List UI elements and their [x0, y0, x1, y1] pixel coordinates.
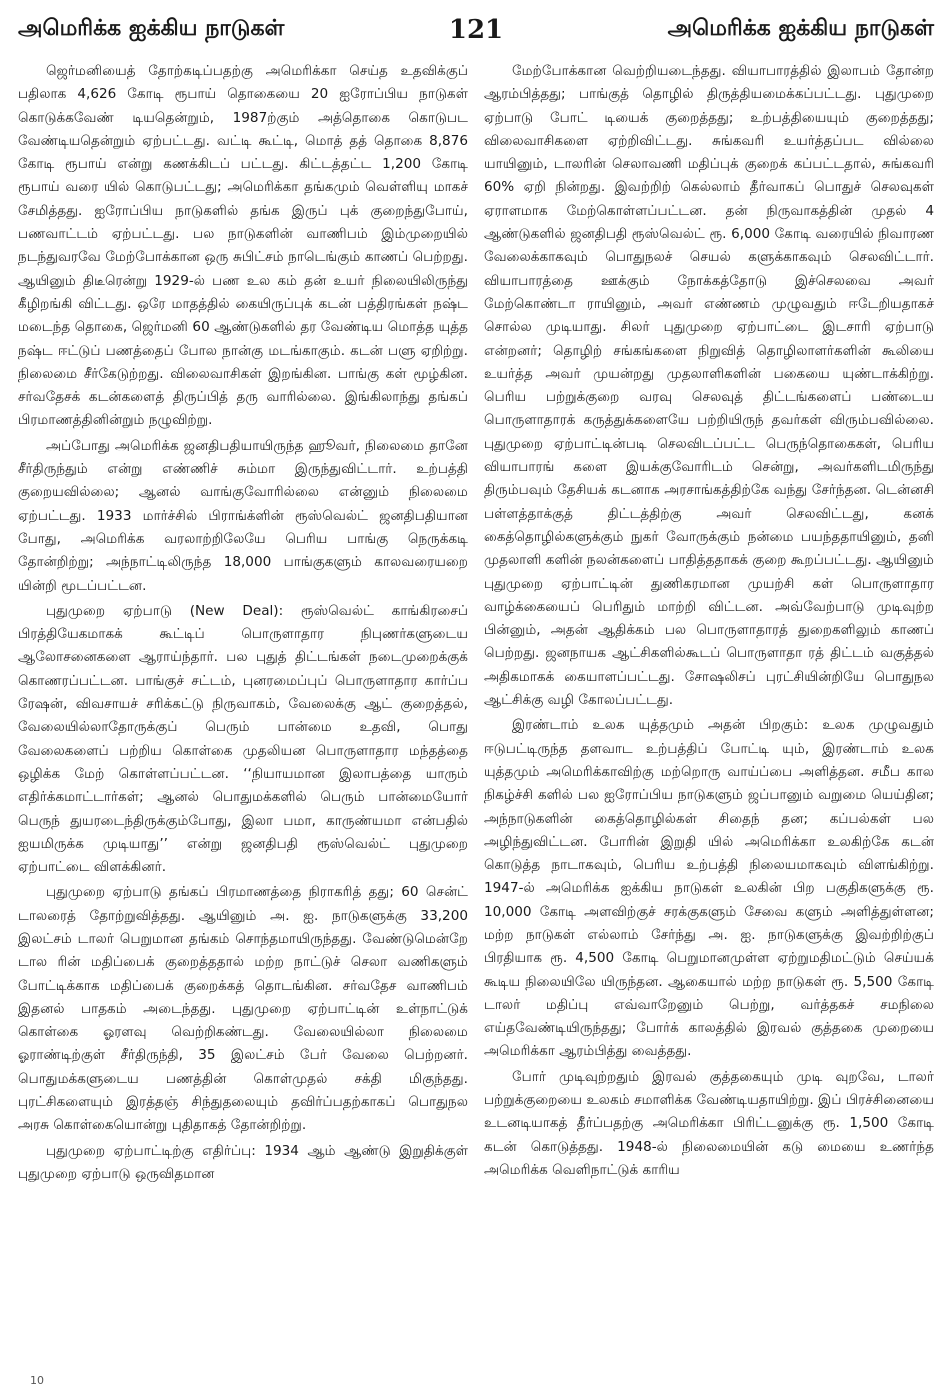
right-column — [484, 60, 934, 1186]
footer-fragment: 10 — [30, 1374, 44, 1387]
paragraph: மேற்போக்கான வெற்றியடைந்தது. வியாபாரத்தில் இலாபம் தோன்ற ஆரம்பித்தது; பாங்குத் தொழில் திருத்தியமைக்கப்பட்டது. புதுமுறை ஏற்பாடு போட் டியைக் குறைத்தது; உற்பத்தியையும் குறைத்தது; விலைவாசிகளை ஏற்றிவிட்டது. சுங்கவரி உயர்த்தப்பட வில்லை யாயினும், டாலரின் செலாவணி மதிப்புக் குறைக் கப்பட்டதால், சுங்கவரி 60% ஏறி நின்றது. இவற்றிற் கெல்லாம் தீர்வாகப் பொதுச் செலவுகள் ஏராளமாக மேற்கொள்ளப்பட்டன. தன் நிருவாகத்தின் முதல் 4 ஆண்டுகளில் ஜனதிபதி ரூஸ்வெல்ட் ரூ. 6,000 கோடி வரையில் நிவாரண வேலைக்காகவும் பொதுநலச் செயல் களுக்காகவும் செலவிட்டார். வியாபாரத்தை ஊக்கும் நோக்கத்தோடு இச்செலவை அவர் மேற்கொண்டா ராயினும், அவர் எண்ணம் முழுவதும் ஈடேறியதாகச் சொல்ல முடியாது. சிலர் புதுமுறை ஏற்பாட்டை இடசாரி ஏற்பாடு என்றனர்; தொழிற் சங்கங்களை நிறுவித் தொழிலாளர்களின் கூலியை உயர்த்த அவர் முயன்றது முதலாளிகளின் பகையை யுண்டாக்கிற்று. பெரிய பற்றுக்குறை வரவு செலவுத் திட்டங்களைப் பண்டைய பொருளாதாரக் கருத்துக்களையே பற்றியிருந் தவர்கள் விரும்பவில்லை. புதுமுறை ஏற்பாட்டின்படி செலவிடப்பட்ட பெருந்தொகைகள், பெரிய வியாபாரங் களை இயக்குவோரிடம் சென்று, அவர்களிடமிருந்து திரும்பவும் தேசியக் கடனாக அரசாங்கத்திற்கே வந்து சேர்ந்தன. டென்னசி பள்ளத்தாக்குத் திட்டத்திற்கு அவர் செலவிட்டது, கனக் கைத்தொழில்களுக்கும் நுகர் வோருக்கும் நன்மை பயந்ததாயினும், தனி முதலாளி களின் நலன்களைப் பாதித்ததாகக் குறை கூறப்பட்டது. ஆயினும் புதுமுறை ஏற்பாட்டின் துணிகரமான முயற்சி கள் பொருளாதார வாழ்க்கையைப் பெரிதும் மாற்றி விட்டன. அவ்வேற்பாடு முடிவுற்ற பின்னும், அதன் ஆதிக்கம் பல பொருளாதாரத் துறைகளிலும் காணப் பெற்றது. ஜனநாயக ஆட்சிகளில்கூடப் பொருளாதா ரத் திட்டம் வகுத்தல் அதிகமாகக் கையாளப்பட்டது. சோஷலிசப் புரட்சியின்றியே பொதுநல ஆட்சிக்கு வழி கோலப்பட்டது. — [484, 63, 934, 709]
running-header — [18, 0, 934, 60]
paragraph: புதுமுறை ஏற்பாடு (New Deal): ரூஸ்வெல்ட் காங்கிரசைப் பிரத்தியேகமாகக் கூட்டிப் பொருளாதார நிபுணர்களுடைய ஆலோசனைகளை ஆராய்ந்தார். பல புதுத் திட்டங்கள் நடைமுறைக்குக் கொணரப்பட்டன. பாங்குச் சட்டம், புனரமைப்புப் பொருளாதார கார்ப்ப ரேஷன், விவசாயச் சரிக்கட்டு நிருவாகம், வேலைக்கு ஆட் குறைத்தல், வேலையில்லாதோருக்குப் பெரும் பான்மை உதவி, பொது வேலைகளைப் பற்றிய கொள்கை முதலியன பொருளாதார மந்தத்தை ஒழிக்க மேற் கொள்ளப்பட்டன. ‘‘நியாயமான இலாபத்தை யாரும் எதிர்க்கமாட்டார்கள்; ஆனல் பொதுமக்களில் பெரும் பான்மையோர் பெருந் துயரடைந்திருக்கும்போது, இலா பமா, காருண்யமா என்பதில் ஐயமிருக்க முடியாது’’ என்று ஜனதிபதி ரூஸ்வெல்ட் புதுமுறை ஏற்பாட்டை விளக்கினர். — [18, 602, 468, 876]
paragraph: புதுமுறை ஏற்பாட்டிற்கு எதிர்ப்பு: 1934 ஆம் ஆண்டு இறுதிக்குள் புதுமுறை ஏற்பாடு ஒருவிதமான — [18, 1142, 468, 1182]
page-number: 121 — [448, 15, 504, 45]
paragraph: ஜெர்மனியைத் தோற்கடிப்பதற்கு அமெரிக்கா செய்த உதவிக்குப் பதிலாக 4,626 கோடி ரூபாய் தொகையை 20 ஐரோப்பிய நாடுகள் கொடுக்கவேண் டியதென்றும், 1987ற்கும் அத்தொகை கொடுபட வேண்டியதென்றும் ஏற்பட்டது. வட்டி கூட்டி, மொத் தத் தொகை 8,876 கோடி ரூபாய் என்று கணக்கிடப் பட்டது. கிட்டத்தட்ட 1,200 கோடி ரூபாய் வரை யில் கொடுபட்டது; அமெரிக்கா தங்கமும் வெள்ளியு மாகச் சேமித்தது. ஐரோப்பிய நாடுகளில் தங்க இருப் புக் குறைந்துபோய், பணவாட்டம் ஏற்பட்டது. பல நாடுகளின் வாணிபம் இம்முறையில் நடந்துவரவே மேற்போக்கான ஒரு சுபிட்சம் நாடெங்கும் காணப் பெற்றது. ஆயினும் திடீரென்று 1929-ல் பண உல கம் தன் உயர் நிலையிலிருந்து கீழிறங்கி விட்டது. ஒரே மாதத்தில் கையிருப்புக் கடன் பத்திரங்கள் நஷ்ட மடைந்த தொகை, ஜெர்மனி 60 ஆண்டுகளில் தர வேண்டிய மொத்த யுத்த நஷ்ட ஈட்டுப் பணத்தைப் போல நான்கு மடங்காகும். கடன் பளு ஏறிற்று. நிலைமை சீர்கேடுற்றது. விலைவாசிகள் இறங்கின. பாங்கு கள் மூழ்கின. சர்வதேசக் கடன்களைத் திருப்பித் தரு வாரில்லை. இங்கிலாந்து தங்கப் பிரமாணத்தினின்றும் நழுவிற்று. — [18, 63, 468, 429]
paragraph: புதுமுறை ஏற்பாடு தங்கப் பிரமாணத்தை நிராகரித் தது; 60 சென்ட் டாலரைத் தோற்றுவித்தது. ஆயினும் அ. ஐ. நாடுகளுக்கு 33,200 இலட்சம் டாலர் பெறுமான தங்கம் சொந்தமாயிருந்தது. வேண்டுமென்றே டால ரின் மதிப்பைக் குறைத்ததால் மற்ற நாட்டுச் செலா வணிகளும் போட்டிக்காக மதிப்பைக் குறைக்கத் தொடங்கின. சர்வதேச வாணிபம் இதனல் பாதகம் அடைந்தது. புதுமுறை ஏற்பாட்டின் உள்நாட்டுக் கொள்கை ஓரளவு வெற்றிகண்டது. வேலையில்லா நிலைமை ஓராண்டிற்குள் சீர்திருந்தி, 35 இலட்சம் பேர் வேலை பெற்றனர். பொதுமக்களுடைய பணத்தின் கொள்முதல் சக்தி மிகுந்தது. புரட்சிகளையும் இரத்தஞ் சிந்துதலையும் தவிர்ப்பதற்காகப் பொதுநல அரசு கொள்கையொன்று புதிதாகத் தோன்றிற்று. — [18, 884, 468, 1134]
left-column — [18, 60, 468, 1186]
header-right-title: அமெரிக்க ஐக்கிய நாடுகள் — [667, 16, 934, 41]
paragraph: இரண்டாம் உலக யுத்தமும் அதன் பிறகும்: உலக முழுவதும் ஈடுபட்டிருந்த தளவாட உற்பத்திப் போட்டி யும், இரண்டாம் உலக யுத்தமும் அமெரிக்காவிற்கு மற்றொரு வாய்ப்பை அளித்தன. சமீப கால நிகழ்ச்சி களில் பல ஐரோப்பிய நாடுகளும் ஜப்பானும் வறுமை யெய்தின; அந்நாடுகளின் கைத்தொழில்கள் சிதைந் தன; கப்பல்கள் பல அழிந்துவிட்டன. போரின் இறுதி யில் அமெரிக்கா உலகிற்கே கடன் கொடுத்த நாடாகவும், பெரிய உற்பத்தி நிலையமாகவும் விளங்கிற்று. 1947-ல் அமெரிக்க ஐக்கிய நாடுகள் உலகின் பிற பகுதிகளுக்கு ரூ. 10,000 கோடி அளவிற்குச் சரக்குகளும் சேவை களும் அளித்துள்ளன; மற்ற நாடுகள் எல்லாம் சேர்ந்து அ. ஐ. நாடுகளுக்கு இவற்றிற்குப் பிரதியாக ரூ. 4,500 கோடி பெறுமானமுள்ள ஏற்றுமதிமட்டும் செய்யக் கூடிய நிலையிலே யிருந்தன. ஆகையால் மற்ற நாடுகள் ரூ. 5,500 கோடி டாலர் மதிப்பு எவ்வாறேனும் பெற்று, வர்த்தகச் சமநிலை எய்தவேண்டியிருந்தது; போர்க் காலத்தில் இரவல் குத்தகை முறையை அமெரிக்கா ஆரம்பித்து வைத்தது. — [484, 717, 934, 1060]
header-left-title: அமெரிக்க ஐக்கிய நாடுகள் — [18, 16, 285, 41]
text-columns — [18, 60, 934, 1186]
paragraph: போர் முடிவுற்றதும் இரவல் குத்தகையும் முடி வுறவே, டாலர் பற்றுக்குறையை உலகம் சமாளிக்க வேண்டியதாயிற்று. இப் பிரச்சினையை உடனடியாகத் தீர்ப்பதற்கு அமெரிக்கா பிரிட்டனுக்கு ரூ. 1,500 கோடி கடன் கொடுத்தது. 1948-ல் நிலைமையின் கடு மையை உணர்ந்த அமெரிக்க வெளிநாட்டுக் காரிய — [484, 1068, 934, 1178]
paragraph: அப்போது அமெரிக்க ஜனதிபதியாயிருந்த ஹூவர், நிலைமை தானே சீர்திருந்தும் என்று எண்ணிச் சும்மா இருந்துவிட்டார். உற்பத்தி குறையவில்லை; ஆனல் வாங்குவோரில்லை என்னும் நிலைமை ஏற்பட்டது. 1933 மார்ச்சில் பிராங்க்ளின் ரூஸ்வெல்ட் ஜனதிபதியான போது, அமெரிக்க வரலாற்றிலேயே பெரிய பாங்கு நெருக்கடி தோன்றிற்று; அந்நாட்டிலிருந்த 18,000 பாங்குகளும் காலவரையறை யின்றி மூடப்பட்டன. — [18, 437, 468, 594]
